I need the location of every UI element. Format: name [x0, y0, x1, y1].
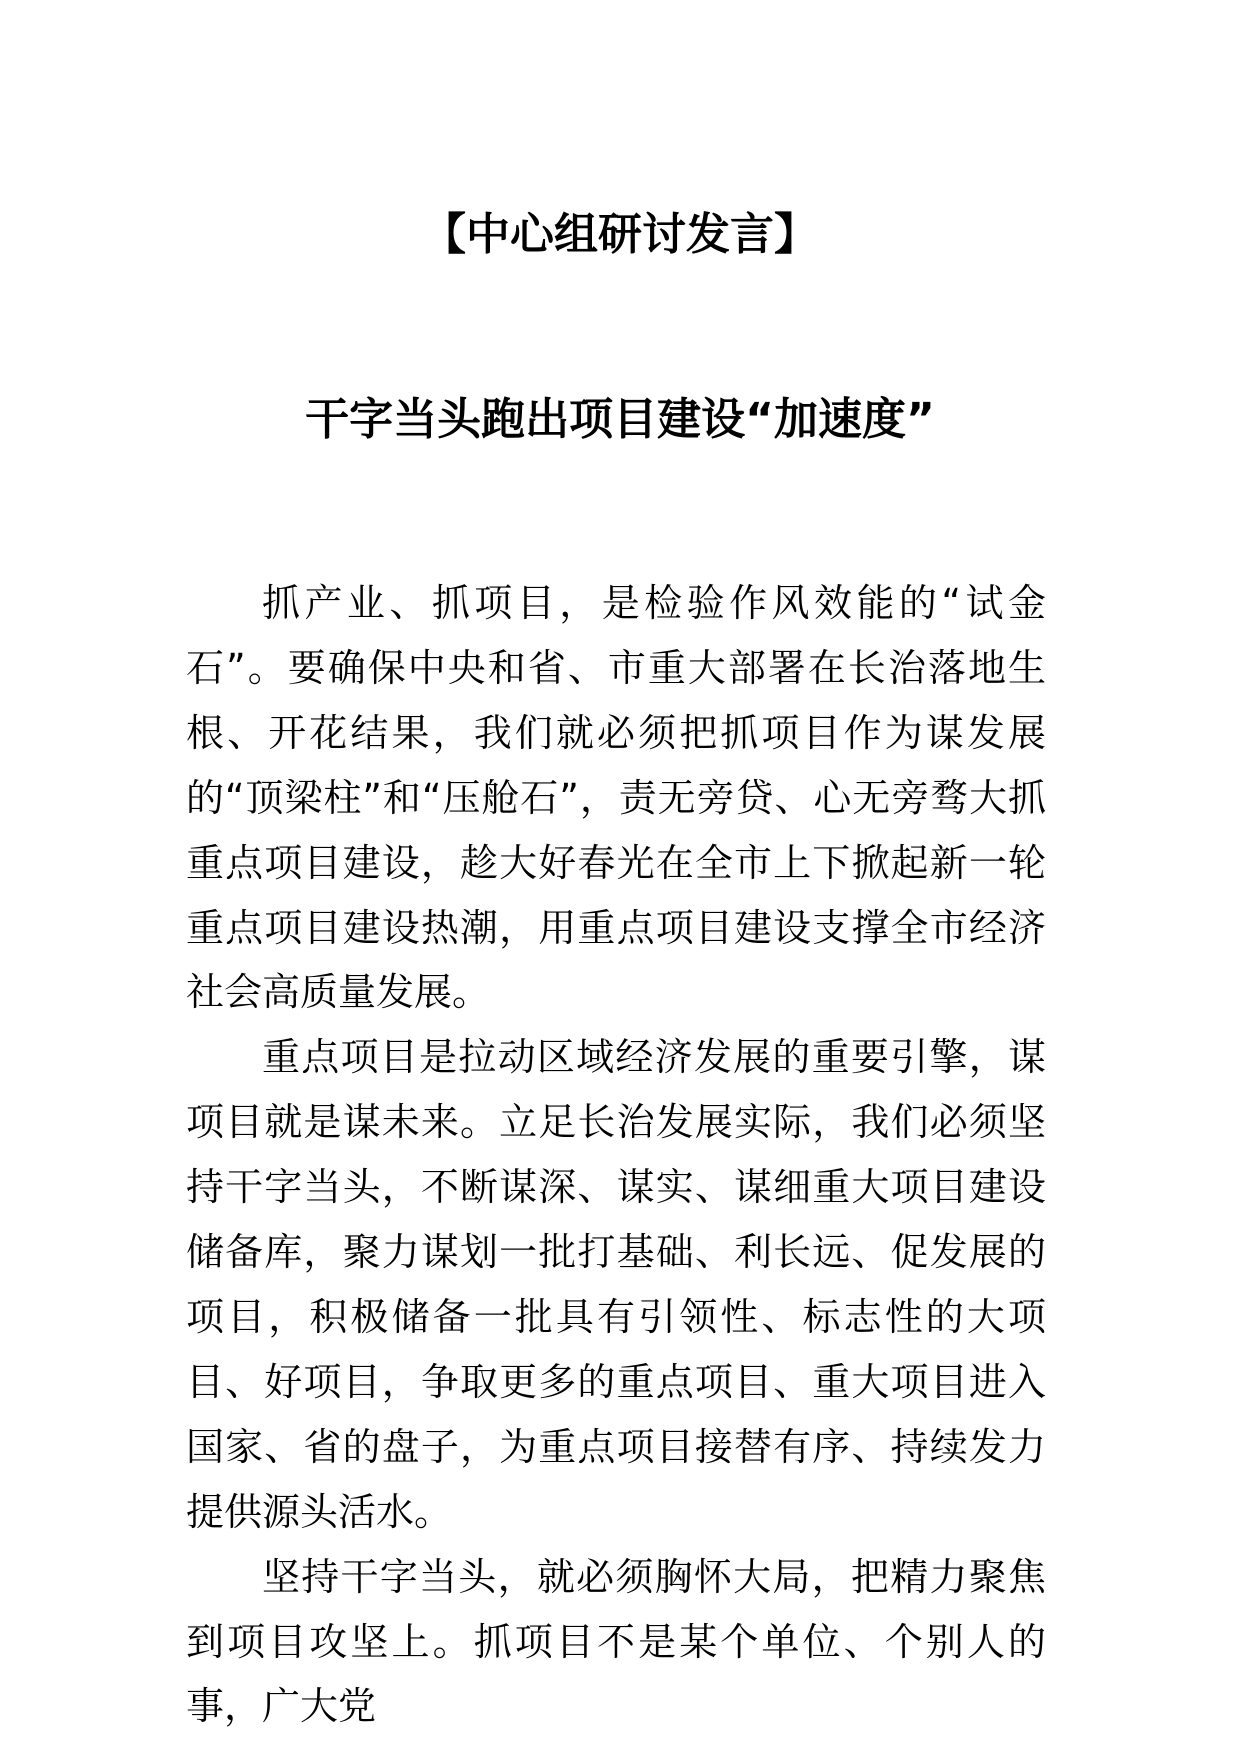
body-paragraph-3: 坚持干字当头，就必须胸怀大局，把精力聚焦到项目攻坚上。抓项目不是某个单位、个别人的事，广大党 [186, 1554, 1046, 1729]
section-heading: 【中心组研讨发言】 [422, 209, 818, 260]
document-body [186, 571, 1046, 1739]
document-title: 干字当头跑出项目建设“加速度” [305, 394, 935, 445]
body-paragraph-1: 抓产业、抓项目，是检验作风效能的“试金石”。要确保中央和省、市重大部署在长治落地生根、开花结果，我们就必须把抓项目作为谋发展的“顶梁柱”和“压舱石”，责无旁贷、心无旁骛大抓重点项目建设，趁大好春光在全市上下掀起新一轮重点项目建设热潮，用重点项目建设支撑全市经济社会高质量发展。 [186, 581, 1046, 1015]
body-paragraph-2: 重点项目是拉动区域经济发展的重要引擎，谋项目就是谋未来。立足长治发展实际，我们必须坚持干字当头，不断谋深、谋实、谋细重大项目建设储备库，聚力谋划一批打基础、利长远、促发展的项目，积极储备一批具有引领性、标志性的大项目、好项目，争取更多的重点项目、重大项目进入国家、省的盘子，为重点项目接替有序、持续发力提供源头活水。 [186, 1035, 1046, 1534]
